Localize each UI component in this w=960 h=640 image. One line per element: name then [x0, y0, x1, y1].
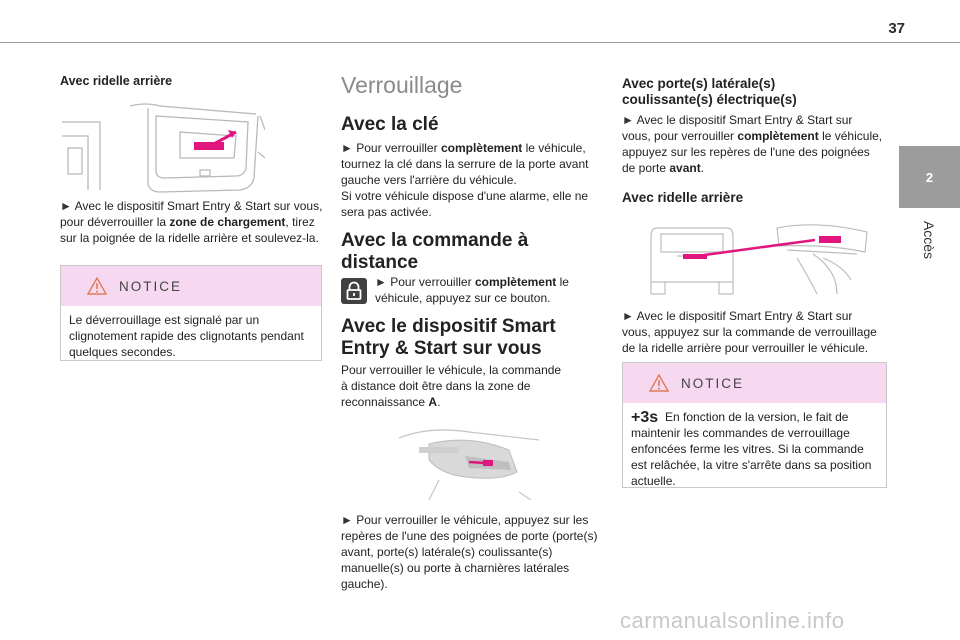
- key-text-bold: complètement: [440, 141, 523, 155]
- remote-text-post: le véhicule, appuyez sur ce bouton.: [375, 275, 569, 305]
- notice-text: Le déverrouillage est signalé par un clignotement rapide des clignotants pendant quelques secondes.: [69, 313, 304, 359]
- remote-text-pre: Pour verrouiller: [390, 275, 475, 289]
- tailgate-lock-heading: Avec ridelle arrière: [622, 190, 744, 205]
- chapter-title: [899, 210, 960, 270]
- chapter-tab[interactable]: [899, 146, 960, 208]
- tailgate-unlock-text-bold: zone de chargement: [169, 215, 286, 229]
- sliding-text-bold2: avant: [669, 161, 701, 175]
- door-handle-illustration: [399, 420, 549, 500]
- remote-text-bold: complètement: [474, 275, 557, 289]
- sliding-heading-line1: Avec porte(s) latérale(s): [622, 76, 776, 91]
- tailgate-unlock-illustration: [60, 102, 265, 194]
- notice-body: [623, 403, 886, 489]
- key-text-pre: Pour verrouiller: [356, 141, 441, 155]
- lock-button-icon: [341, 278, 367, 304]
- tailgate-lock-illustration: [647, 214, 872, 300]
- notice-header: [61, 266, 321, 306]
- sliding-door-heading: [622, 76, 797, 108]
- smart-heading: [341, 316, 556, 360]
- smart-heading-line2: Entry & Start sur vous: [341, 338, 542, 359]
- sliding-door-para: [622, 112, 884, 176]
- chapter-title-text: Accès: [921, 220, 938, 260]
- tailgate-unlock-heading: Avec ridelle arrière: [60, 74, 173, 88]
- sliding-text-post: .: [700, 161, 705, 175]
- notice-box-unlock: [60, 265, 322, 361]
- smart-intro-bold: A: [428, 395, 438, 409]
- sliding-text-mid: le véhicule, appuyez sur les repères de l'une des poignées de porte: [622, 129, 883, 175]
- remote-heading-line2: distance: [341, 252, 419, 273]
- three-seconds-badge-icon: +3s: [631, 409, 659, 426]
- tailgate-lock-para: [622, 308, 884, 356]
- smart-lock-text: Pour verrouiller le véhicule, appuyez sur les repères de l'une des poignées de porte (porte(s) avant, porte(s) latérale(s) coulissante(s) manuelle(s) ou porte à charnières latérales gauche).: [341, 513, 598, 591]
- header-divider: [0, 42, 960, 43]
- bullet-arrow: ►: [341, 141, 353, 155]
- section-title: Verrouillage: [341, 72, 463, 98]
- remote-para: [375, 274, 595, 306]
- tailgate-unlock-text-pre: Avec le dispositif Smart Entry & Start sur vous, pour déverrouiller la: [60, 199, 323, 229]
- smart-intro-para: [341, 362, 571, 410]
- notice-box-windows: [622, 362, 887, 488]
- key-para: [341, 140, 596, 220]
- watermark: carmanualsonline.info: [620, 608, 845, 633]
- sliding-heading-line2: coulissante(s) électrique(s): [622, 92, 797, 107]
- bullet-arrow: ►: [60, 199, 72, 213]
- page-number: 37: [888, 20, 905, 37]
- tailgate-unlock-para: [60, 198, 325, 246]
- bullet-arrow: ►: [341, 513, 353, 527]
- remote-heading-line1: Avec la commande à: [341, 230, 529, 251]
- sliding-text-pre: Avec le dispositif Smart Entry & Start sur vous, pour verrouiller: [622, 113, 853, 143]
- warning-icon: [649, 374, 669, 392]
- tailgate-lock-text: Avec le dispositif Smart Entry & Start sur vous, appuyez sur la commande de verrouillage de la ridelle arrière pour verrouiller le véhicule.: [622, 309, 877, 355]
- bullet-arrow: ►: [375, 275, 387, 289]
- bullet-arrow: ►: [622, 309, 634, 323]
- sliding-text-bold1: complètement: [737, 129, 819, 143]
- smart-intro-pre: Pour verrouiller le véhicule, la commande à distance doit être dans la zone de reconnaissance: [341, 363, 562, 409]
- notice-title: NOTICE: [119, 278, 183, 294]
- notice-title: NOTICE: [681, 375, 745, 391]
- notice-header: [623, 363, 886, 403]
- smart-intro-post: .: [437, 395, 441, 409]
- warning-icon: [87, 277, 107, 295]
- smart-lock-para: [341, 512, 603, 592]
- smart-heading-line1: Avec le dispositif Smart: [341, 316, 556, 337]
- key-heading: Avec la clé: [341, 114, 439, 135]
- tailgate-unlock-text-post: , tirez sur la poignée de la ridelle arrière et soulevez-la.: [60, 215, 319, 245]
- remote-heading: [341, 230, 528, 274]
- key-alarm-text: Si votre véhicule dispose d'une alarme, elle ne sera pas activée.: [341, 189, 589, 219]
- bullet-arrow: ►: [622, 113, 634, 127]
- key-text-post: le véhicule, tournez la clé dans la serrure de la porte avant gauche vers l'arrière du véhicule.: [341, 141, 589, 187]
- chapter-number: 2: [925, 169, 934, 185]
- notice-text: En fonction de la version, le fait de maintenir les commandes de verrouillage enfoncées ferme les vitres. Si la commande est relâchée, la vitre s'arrête dans sa position actuelle.: [631, 410, 872, 488]
